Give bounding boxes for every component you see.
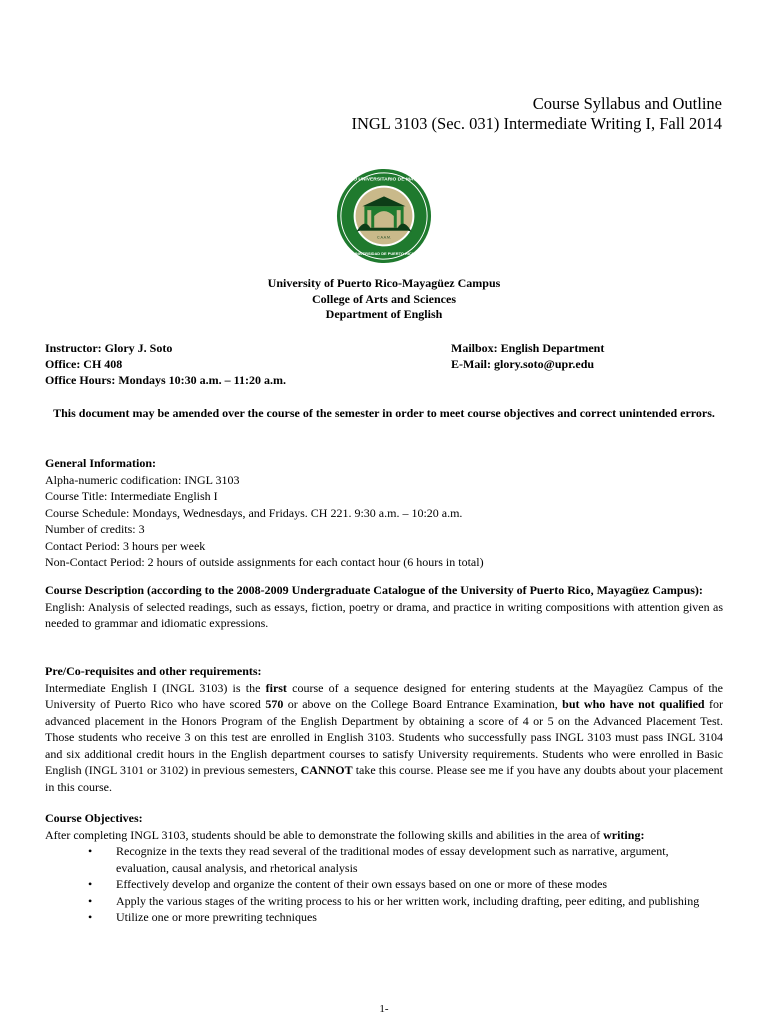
instructor-name: Instructor: Glory J. Soto xyxy=(45,341,173,355)
institution-line-2: College of Arts and Sciences xyxy=(312,291,456,306)
document-title xyxy=(351,94,722,134)
general-line: Course Schedule: Mondays, Wednesdays, and Fridays. CH 221. 9:30 a.m. – 10:20 a.m. xyxy=(45,505,463,520)
list-item: • Utilize one or more prewriting techniques xyxy=(86,909,723,926)
objectives-list xyxy=(45,843,723,926)
course-description-text: English: Analysis of selected readings, such as essays, fiction, poetry or drama, and practice in writing compositions with attention given as needed to grammar and idiomatic expressions. xyxy=(45,599,723,630)
title-line-2: INGL 3103 (Sec. 031) Intermediate Writing I, Fall 2014 xyxy=(351,114,722,133)
prerequisites-section xyxy=(45,663,723,795)
prerequisites-text: Intermediate English I (INGL 3103) is the first course of a sequence designed for entering students at the Mayagüez Campus of the University of Puerto Rico who have scored 570 or above on the College Board Entrance Examination, but who have not qualified for advanced placement in the Honors Program of the English Department by obtaining a score of 4 or 5 on the Advanced Placement Test. Those students who receive 3 on this test are enrolled in English 3103. Students who successfully pass INGL 3103 must pass INGL 3104 and six additional credit hours in the English department courses to satisfy University requirements. Students who were enrolled in Basic English (INGL 3101 or 3102) in previous semesters, CANNOT take this course. Please see me if you have any doubts about your placement in this course. xyxy=(45,680,724,794)
instructor-office: Office: CH 408 xyxy=(45,357,123,371)
page-number: 1- xyxy=(379,1003,389,1015)
course-objectives-heading: Course Objectives: xyxy=(45,811,143,825)
general-line: Course Title: Intermediate English I xyxy=(45,489,218,503)
general-line: Number of credits: 3 xyxy=(45,522,145,536)
general-line: Non-Contact Period: 2 hours of outside assignments for each contact hour (6 hours in total) xyxy=(45,555,484,569)
svg-text:C.A.A.M.: C.A.A.M. xyxy=(377,235,391,240)
general-line: Alpha-numeric codification: INGL 3103 xyxy=(45,472,240,487)
list-item: • Recognize in the texts they read several of the traditional modes of essay development such as narrative, argument, evaluation, causal analysis, and rhetorical analysis xyxy=(86,843,723,876)
general-information-heading: General Information: xyxy=(45,456,156,470)
prerequisites-heading: Pre/Co-requisites and other requirements: xyxy=(45,664,262,678)
amendment-notice: This document may be amended over the course of the semester in order to meet course objectives and correct unintended errors. xyxy=(53,406,715,420)
course-description-heading: Course Description (according to the 2008-2009 Undergraduate Catalogue of the University of Puerto Rico, Mayagüez Campus): xyxy=(45,583,703,597)
institution-line-3: Department of English xyxy=(325,307,443,321)
list-item: • Apply the various stages of the writing process to his or her written work, including drafting, peer editing, and publishing xyxy=(86,893,723,910)
email: E-Mail: glory.soto@upr.edu xyxy=(451,357,595,371)
svg-text:RECINTO UNIVERSITARIO DE MAYAG: RECINTO UNIVERSITARIO DE MAYAGÜEZ xyxy=(335,177,433,183)
list-item: • Effectively develop and organize the content of their own essays based on one or more of these modes xyxy=(86,876,723,893)
instructor-block xyxy=(45,340,286,388)
title-line-1: Course Syllabus and Outline xyxy=(532,94,722,113)
course-objectives-section xyxy=(45,810,723,926)
general-information-section xyxy=(45,455,723,571)
general-line: Contact Period: 3 hours per week xyxy=(45,538,206,553)
course-description-section xyxy=(45,582,723,632)
contact-block xyxy=(451,340,604,372)
university-seal-logo xyxy=(335,167,433,265)
svg-text:UNIVERSIDAD DE PUERTO RICO: UNIVERSIDAD DE PUERTO RICO xyxy=(353,251,415,257)
mailbox: Mailbox: English Department xyxy=(451,341,605,355)
institution-line-1: University of Puerto Rico-Mayagüez Campus xyxy=(267,276,501,290)
office-hours: Office Hours: Mondays 10:30 a.m. – 11:20 a.m. xyxy=(45,373,286,387)
institution-block xyxy=(0,276,768,323)
objectives-intro: After completing INGL 3103, students should be able to demonstrate the following skills and abilities in the area of writing: xyxy=(45,827,645,842)
